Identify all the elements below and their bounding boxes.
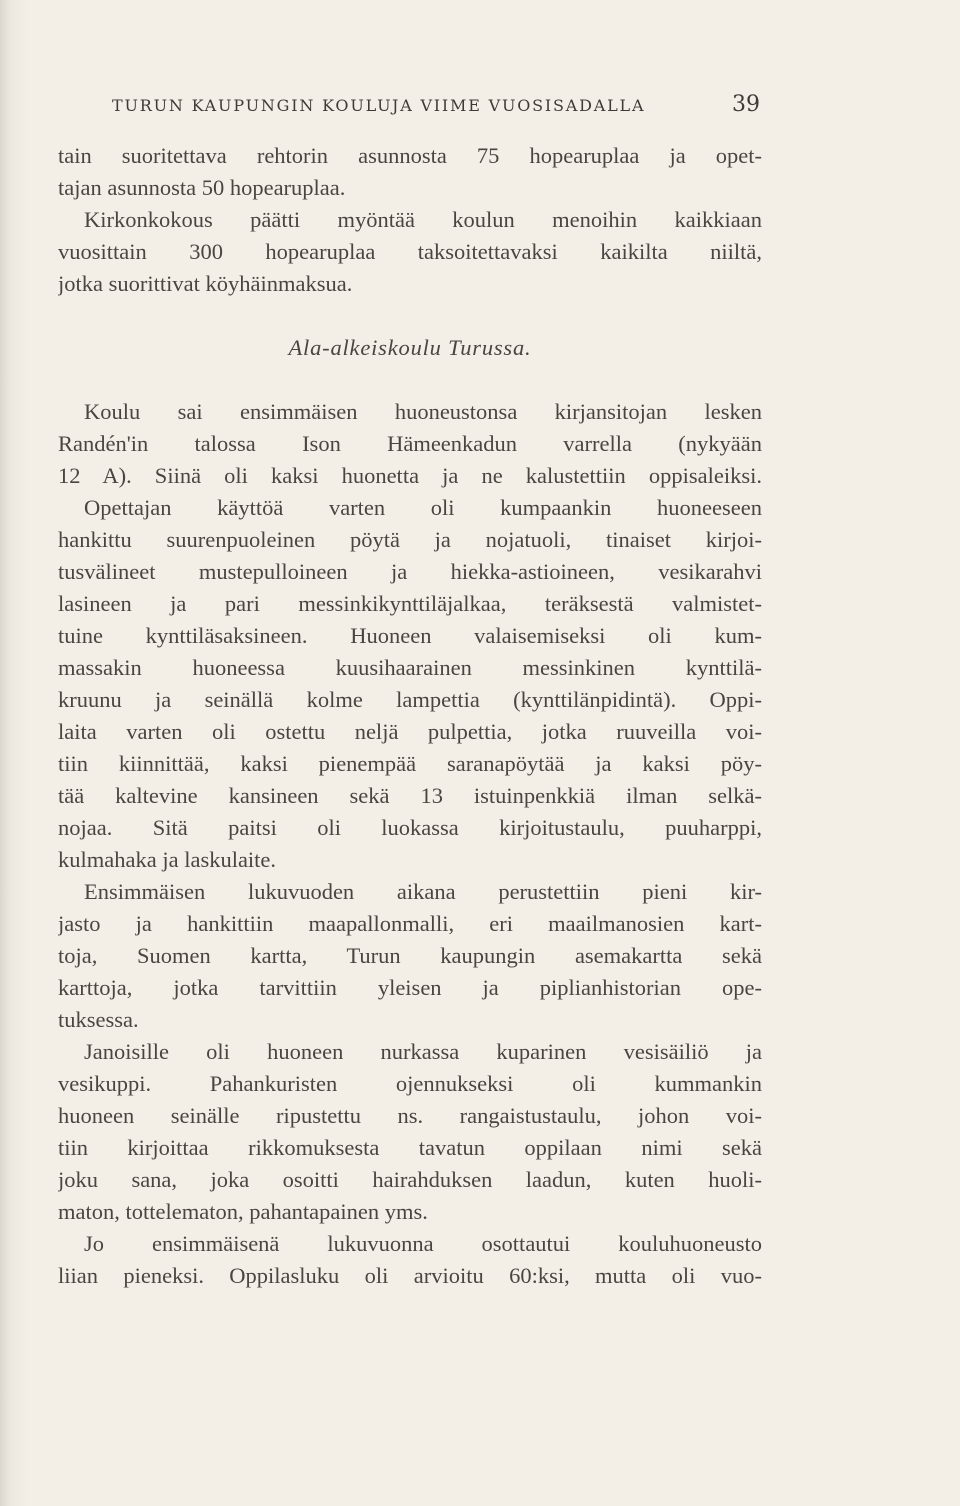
text-line: 12 A). Siinä oli kaksi huonetta ja ne kalustettiin oppisaleiksi. (58, 463, 762, 488)
text-line: Janoisille oli huoneen nurkassa kuparinen vesisäiliö ja (84, 1039, 762, 1064)
text-line: huoneen seinälle ripustettu ns. rangaistustaulu, johon voi- (58, 1103, 762, 1128)
text-line: vuosittain 300 hopearuplaa taksoitettavaksi kaikilta niiltä, (58, 239, 762, 264)
text-line: Ensimmäisen lukuvuoden aikana perustettiin pieni kir- (84, 879, 762, 904)
text-line: kruunu ja seinällä kolme lampettia (kynttilänpidintä). Oppi- (58, 687, 762, 712)
text-line: vesikuppi. Pahankuristen ojennukseksi oli kummankin (58, 1071, 762, 1096)
text-line: tää kaltevine kansineen sekä 13 istuinpenkkiä ilman selkä- (58, 783, 762, 808)
running-title: TURUN KAUPUNGIN KOULUJA VIIME VUOSISADALLA (112, 96, 646, 115)
page-number: 39 (732, 92, 760, 117)
text-line: kulmahaka ja laskulaite. (58, 847, 277, 872)
text-line: massakin huoneessa kuusihaarainen messinkinen kynttilä- (58, 655, 762, 680)
text-line: tiin kirjoittaa rikkomuksesta tavatun oppilaan nimi sekä (58, 1135, 762, 1160)
text-line: jotka suorittivat köyhäinmaksua. (58, 271, 353, 296)
text-line: tuine kynttiläsaksineen. Huoneen valaisemiseksi oli kum- (58, 623, 762, 648)
text-line: liian pieneksi. Oppilasluku oli arvioitu 60:ksi, mutta oli vuo- (58, 1263, 762, 1288)
page-header (112, 92, 760, 122)
text-line: jasto ja hankittiin maapallonmalli, eri maailmanosien kart- (58, 911, 762, 936)
text-line: Opettajan käyttöä varten oli kumpaankin huoneeseen (84, 495, 762, 520)
section-heading: Ala-alkeiskoulu Turussa. (288, 335, 532, 360)
text-line: tajan asunnosta 50 hopearuplaa. (58, 175, 346, 200)
text-line: maton, tottelematon, pahantapainen yms. (58, 1199, 428, 1224)
text-line: tain suoritettava rehtorin asunnosta 75 hopearuplaa ja opet- (58, 143, 762, 168)
text-line: tiin kiinnittää, kaksi pienempää saranapöytää ja kaksi pöy- (58, 751, 762, 776)
text-line: Randén'in talossa Ison Hämeenkadun varrella (nykyään (58, 431, 762, 456)
text-line: tuksessa. (58, 1007, 139, 1032)
body-text (58, 140, 762, 1292)
text-line: toja, Suomen kartta, Turun kaupungin asemakartta sekä (58, 943, 762, 968)
text-line: tusvälineet mustepulloineen ja hiekka-astioineen, vesikarahvi (58, 559, 762, 584)
text-line: lasineen ja pari messinkikynttiläjalkaa, teräksestä valmistet- (58, 591, 762, 616)
text-line: joku sana, joka osoitti hairahduksen laadun, kuten huoli- (58, 1167, 762, 1192)
text-line: nojaa. Sitä paitsi oli luokassa kirjoitustaulu, puuharppi, (58, 815, 762, 840)
text-line: Jo ensimmäisenä lukuvuonna osottautui kouluhuoneusto (84, 1231, 762, 1256)
text-line: karttoja, jotka tarvittiin yleisen ja piplianhistorian ope- (58, 975, 762, 1000)
text-line: Koulu sai ensimmäisen huoneustonsa kirjansitojan lesken (84, 399, 762, 424)
text-line: Kirkonkokous päätti myöntää koulun menoihin kaikkiaan (84, 207, 762, 232)
text-line: laita varten oli ostettu neljä pulpettia, jotka ruuveilla voi- (58, 719, 762, 744)
text-line: hankittu suurenpuoleinen pöytä ja nojatuoli, tinaiset kirjoi- (58, 527, 762, 552)
